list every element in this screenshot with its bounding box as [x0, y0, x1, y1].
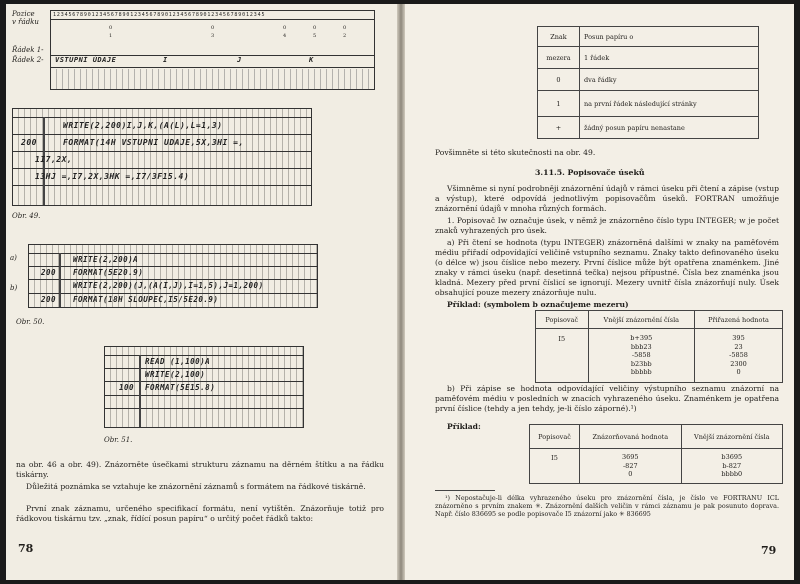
control-cell: 0	[538, 69, 580, 91]
fig50-line4: FORMAT(18H SLOUPEC,I5/5E20.9)	[73, 295, 219, 304]
card-num: 0	[313, 25, 317, 31]
control-cell: +	[538, 117, 580, 139]
example1-table	[535, 310, 783, 383]
card-num: 0	[343, 25, 347, 31]
control-header-shift: Posun papíru o	[580, 27, 759, 47]
t1-external: b23bb	[630, 359, 652, 368]
t1-header: Popisovač	[536, 311, 589, 329]
fig50-caption: Obr. 50.	[16, 318, 45, 326]
note-fig49: Povšimněte si této skutečnosti na obr. 49.	[435, 148, 596, 157]
card-num: 2	[343, 33, 347, 39]
t1-assigned: 395	[732, 334, 745, 342]
t2-header: Vnější znázornění čísla	[681, 425, 782, 449]
card-row1-text: VSTUPNÍ ÚDAJE	[55, 56, 117, 64]
t1-header: Vnější znázornění čísla	[588, 311, 695, 329]
fig49-coding-sheet	[12, 108, 312, 206]
right-paragraph-2: 1. Popisovač Iw označuje úsek, v němž je znázorněno číslo typu INTEGER; w je počet znaků vyhrazených pro úsek.	[435, 216, 779, 236]
right-page	[405, 4, 794, 580]
fig49-caption: Obr. 49.	[12, 212, 41, 220]
t2-external: b3695	[721, 453, 743, 461]
fig51-line2: WRITE(2,100)	[145, 370, 206, 379]
fig50-label4: 200	[41, 295, 57, 304]
t1-external: bbb23	[630, 342, 652, 351]
fig50-line2: FORMAT(5E20.9)	[73, 268, 144, 277]
card-label-pozice: Pozice	[12, 10, 35, 18]
card-num: 0	[211, 25, 215, 31]
fig51-label3: 100	[119, 383, 135, 392]
t1-header: Přiřazená hodnota	[695, 311, 783, 329]
right-paragraph-1: Všimněme si nyní podrobněji znázornění údajů v rámci úseku při čtení a zápise (vstup a výstup), které odpovídá jednotlivým popisovačům úseků. FORTRAN umožňuje znázornění údajů v mnoha různých formách.	[435, 184, 779, 214]
control-cell: na první řádek následující stránky	[580, 91, 759, 117]
t1-assigned: -5858	[729, 351, 748, 359]
example2-table	[529, 424, 783, 484]
section-title: 3.11.5. Popisovače úseků	[535, 168, 645, 177]
book-gutter	[397, 4, 405, 580]
left-paragraph-2: Důležitá poznámka se vztahuje ke znázornění záznamů s formátem na řádkové tiskárně.	[26, 482, 366, 491]
t1-external: b+395	[630, 334, 653, 342]
fig49-label2: 200	[21, 138, 37, 147]
footnote: ¹) Nepostačuje-li délka vyhrazeného úseku pro znázornění čísla, je číslo ve FORTRANU ICL znázorněno s prvním znakem ✳. Znázornění dalších veličin v rámci záznamu je pak posunuto doprava. Např. číslo 836695 se podle popisovače I5 znázorní jako ✳ 836695	[435, 494, 779, 518]
fig49-line2: FORMAT(14H VSTUPNI UDAJE,5X,3HI =,	[63, 138, 244, 147]
fig50-mark-b: b)	[10, 284, 18, 292]
page-number-left: 78	[18, 542, 34, 555]
card-num: 0	[283, 25, 287, 31]
page-number-right: 79	[761, 544, 777, 557]
control-cell: 1	[538, 91, 580, 117]
fig49-line1: WRITE(2,200)I,J,K,(A(L),L=1,3)	[63, 121, 223, 130]
fig51-coding-sheet	[104, 346, 304, 428]
t2-external: b-827	[722, 461, 742, 470]
card-grid	[50, 10, 375, 90]
card-num: 5	[313, 33, 317, 39]
card-marker-j: J	[237, 56, 242, 64]
fig50-line3: WRITE(2,200)(J,(A(I,J),I=1,5),J=1,200)	[73, 281, 264, 290]
control-cell: mezera	[538, 47, 580, 69]
fig50-label2: 200	[41, 268, 57, 277]
control-header-char: Znak	[538, 27, 580, 47]
t1-assigned: 0	[736, 368, 741, 376]
fig51-line1: READ (1,100)A	[145, 357, 211, 366]
t2-header: Popisovač	[530, 425, 580, 449]
card-marker-i: I	[163, 56, 168, 64]
fig49-line3: 1I7,2X,	[35, 155, 73, 164]
t2-value: 0	[628, 470, 633, 478]
t2-external: bbbb0	[721, 470, 743, 478]
fig51-caption: Obr. 51.	[104, 436, 133, 444]
card-num: 3	[211, 33, 215, 39]
left-paragraph-1: na obr. 46 a obr. 49). Znázorněte úsečkami strukturu záznamu na děrném štítku a na řádku tiskárny.	[16, 460, 384, 480]
t2-descriptor: I5	[530, 449, 580, 484]
right-paragraph-b: b) Při zápise se hodnota odpovídající veličiny výstupního seznamu znázorní na paměťovém médiu v posledních w znacích vyhrazeného úseku. Znaménkem je opatřena první číslice (tehdy a jen tehdy, je-li číslo záporné).¹)	[435, 384, 779, 414]
card-num: 4	[283, 33, 287, 39]
card-num: 1	[109, 33, 113, 39]
t1-external: bbbbb	[630, 368, 652, 376]
t2-value: 3695	[622, 453, 639, 461]
fig50-mark-a: a)	[10, 254, 17, 262]
t2-value: -827	[622, 461, 638, 470]
control-cell: dva řádky	[580, 69, 759, 91]
card-label-radek2: Řádek 2-	[12, 56, 44, 64]
example2-label: Příklad:	[447, 422, 481, 431]
t1-assigned: 2300	[730, 359, 747, 368]
control-cell: žádný posun papíru nenastane	[580, 117, 759, 139]
example1-label: Příklad: (symbolem b označujeme mezeru)	[447, 300, 629, 309]
fig51-line3: FORMAT(5E15.8)	[145, 383, 216, 392]
paper-control-table	[537, 26, 759, 139]
card-column-digits: 1234567890123456789012345678901234567890123456789012345	[53, 12, 266, 18]
footnote-rule	[435, 490, 495, 491]
left-page	[6, 4, 397, 580]
t1-descriptor: I5	[536, 329, 589, 383]
left-paragraph-3: První znak záznamu, určeného specifikací formátu, není vytištěn. Znázorňuje totiž pro řádkovou tiskárnu tzv. „znak, řídící posun papíru“ o určitý počet řádků takto:	[16, 504, 384, 524]
card-marker-k: K	[309, 56, 314, 64]
right-paragraph-3: a) Při čtení se hodnota (typu INTEGER) znázorněná dalšími w znaky na paměťovém médiu přiřadí odpovídající veličině vstupního seznamu. Znaky takto definovaného úseku (o délce w) jsou číslice nebo mezery. První číslice může být opatřena znaménkem. Jiné znaky v rámci úseku (např. desetinná tečka) nejsou přípustné. Čísla bez znaménka jsou kladná. Mezery před první číslicí se ignorují. Mezery uvnitř čísla znázorňují nuly. Úsek obsahující pouze mezery znázorňuje nulu.	[435, 238, 779, 298]
card-label-radek1: Řádek 1-	[12, 46, 44, 54]
fig50-coding-sheet	[28, 244, 318, 308]
card-num: 0	[109, 25, 113, 31]
card-label-v-radku: v řádku	[12, 18, 39, 26]
fig49-line4: 13HJ =,I7,2X,3HK =,I7/3F15.4)	[35, 172, 190, 181]
t1-external: -5858	[631, 351, 651, 359]
t2-header: Znázorňovaná hodnota	[580, 425, 682, 449]
control-cell: 1 řádek	[580, 47, 759, 69]
fig50-line1: WRITE(2,200)A	[73, 255, 139, 264]
t1-assigned: 23	[734, 342, 743, 351]
